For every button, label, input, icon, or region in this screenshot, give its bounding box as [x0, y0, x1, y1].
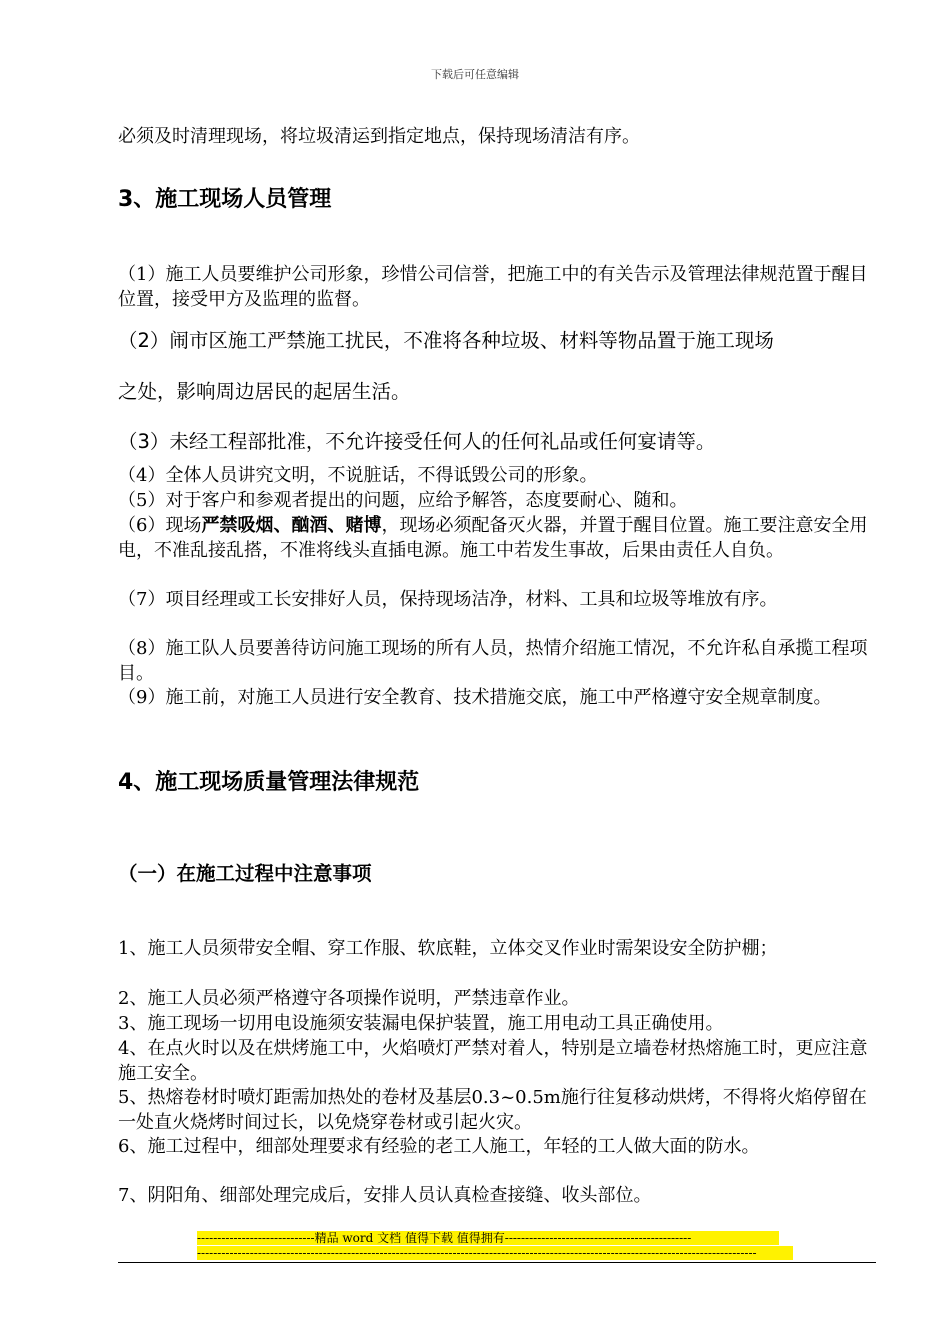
section-4-heading: 4、施工现场质量管理法律规范 [118, 770, 420, 795]
s3-item-6-pre: （6）现场 [118, 515, 202, 536]
s4-list-item: 1、施工人员须带安全帽、穿工作服、软底鞋，立体交叉作业时需架设安全防护棚； [118, 938, 778, 959]
s3-item-2b: 之处，影响周边居民的起居生活。 [118, 380, 411, 403]
s3-item-4: （4）全体人员讲究文明，不说脏话，不得诋毁公司的形象。 [118, 465, 598, 486]
s3-item-3: （3）未经工程部批准，不允许接受任何人的任何礼品或任何宴请等。 [118, 430, 716, 453]
s4-list-item: 3、施工现场一切用电设施须安装漏电保护装置，施工用电动工具正确使用。 [118, 1013, 724, 1034]
s4-list-item: 4、在点火时以及在烘烤施工中，火焰喷灯严禁对着人，特别是立墙卷材热熔施工时，更应注意施工安全。 [118, 1038, 868, 1084]
s3-item-6 [118, 513, 878, 563]
footer-rule [118, 1262, 876, 1263]
s3-item-6-post: ，现场必须配备灭火器，并置于醒目位置。施工要注意安全用电，不准乱接乱搭，不准将线头直插电源。施工中若发生事故，后果由责任人自负。 [118, 515, 868, 561]
s3-item-5: （5）对于客户和参观者提出的问题，应给予解答，态度要耐心、随和。 [118, 490, 688, 511]
s3-item-1: （1）施工人员要维护公司形象，珍惜公司信誉，把施工中的有关告示及管理法律规范置于醒目位置，接受甲方及监理的监督。 [118, 264, 868, 310]
s3-item-7: （7）项目经理或工长安排好人员，保持现场洁净，材料、工具和垃圾等堆放有序。 [118, 589, 778, 610]
intro-paragraph: 必须及时清理现场，将垃圾清运到指定地点，保持现场清洁有序。 [118, 126, 640, 147]
section-3-heading: 3、施工现场人员管理 [118, 187, 332, 212]
s3-item-8: （8）施工队人员要善待访问施工现场的所有人员，热情介绍施工情况，不允许私自承揽工程项目。 [118, 638, 868, 684]
s3-item-6-bold: 严禁吸烟、酗酒、赌博 [201, 515, 382, 536]
s4-list-item: 5、热熔卷材时喷灯距需加热处的卷材及基层0.3~0.5m施行往复移动烘烤，不得将火焰停留在一处直火烧烤时间过长，以免烧穿卷材或引起火灾。 [118, 1087, 867, 1133]
s3-item-9: （9）施工前，对施工人员进行安全教育、技术措施交底，施工中严格遵守安全规章制度。 [118, 687, 832, 708]
section-4-subheading: （一）在施工过程中注意事项 [118, 862, 372, 885]
s4-list-item: 7、阴阳角、细部处理完成后，安排人员认真检查接缝、收头部位。 [118, 1185, 652, 1206]
s4-list-item: 2、施工人员必须严格遵守各项操作说明，严禁违章作业。 [118, 988, 580, 1009]
page-header-note: 下载后可任意编辑 [431, 68, 519, 81]
s3-item-2a: （2）闹市区施工严禁施工扰民，不准将各种垃圾、材料等物品置于施工现场 [118, 329, 774, 352]
footer-promo-line: -----------------------------精品 word 文档 值得下载 值得拥有---------------------------------------------- [197, 1231, 779, 1245]
footer-dash-line: ------------------------------------------------------------------------------------------------------------------------------------------ [197, 1246, 793, 1260]
s4-list-item: 6、施工过程中，细部处理要求有经验的老工人施工，年轻的工人做大面的防水。 [118, 1136, 760, 1157]
